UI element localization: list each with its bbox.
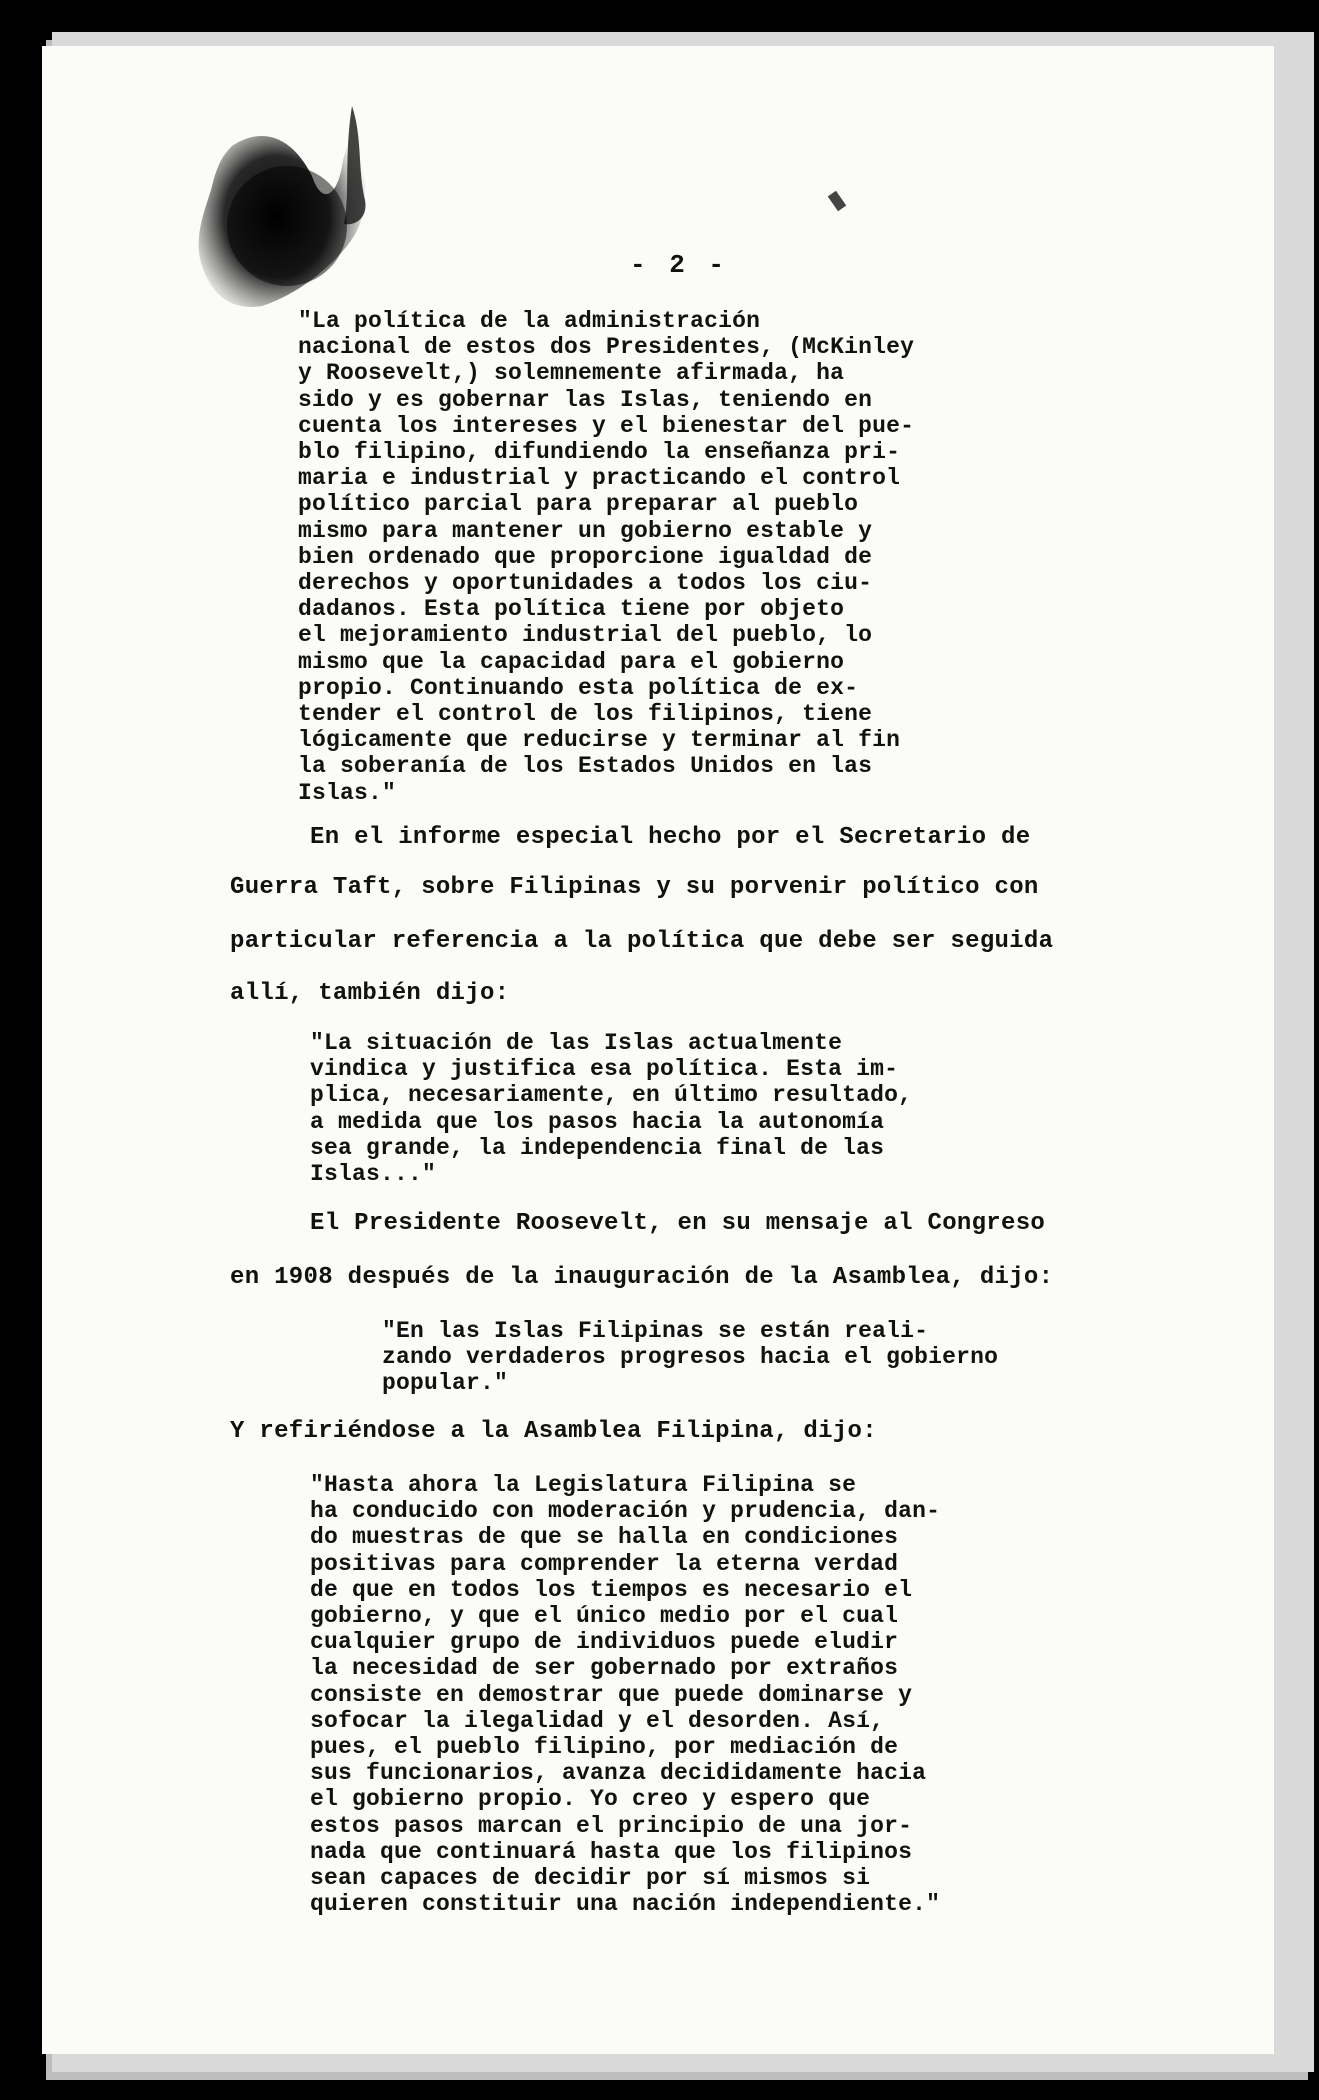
block-quote-administration-policy: "La política de la administración nacional de estos dos Presidentes, (McKinley y Roosevelt,) solemnemente afirmada, ha sido y es gobernar las Islas, teniendo en cuenta los intereses y el bienestar del pue- blo filipino, difundiendo la enseñanza pri- maria e industrial y practicando el control político parcial para preparar al pueblo mismo para mantener un gobierno estable y bien ordenado que proporcione igualdad de derechos y oportunidades a todos los ciu- dadanos. Esta política tiene por objeto el mejoramiento industrial del pueblo, lo mismo que la capacidad para el gobierno propio. Continuando esta política de ex- tender el control de los filipinos, tiene lógicamente que reducirse y terminar al fin la soberanía de los Estados Unidos en las Islas.": [298, 308, 915, 806]
paragraph-taft-report-line: Guerra Taft, sobre Filipinas y su porvenir político con: [230, 874, 1039, 901]
block-quote-islands-situation: "La situación de las Islas actualmente vindica y justifica esa política. Esta im- plica, necesariamente, en último resultado, a medida que los pasos hacia la autonomía sea grande, la independencia final de las Islas...": [310, 1030, 913, 1188]
ink-mark: [828, 191, 847, 211]
paragraph-roosevelt-message-line: en 1908 después de la inauguración de la Asamblea, dijo:: [230, 1264, 1054, 1291]
paragraph-taft-report-line: En el informe especial hecho por el Secretario de: [310, 824, 1031, 851]
paragraph-roosevelt-message-line: El Presidente Roosevelt, en su mensaje al Congreso: [310, 1210, 1046, 1237]
paragraph-taft-report-line: allí, también dijo:: [230, 980, 510, 1007]
block-quote-legislature: "Hasta ahora la Legislatura Filipina se ha conducido con moderación y prudencia, dan- do muestras de que se halla en condiciones positivas para comprender la eterna verdad de que en todos los tiempos es necesario el gobierno, y que el único medio por el cual cualquier grupo de individuos puede eludir la necesidad de ser gobernado por extraños consiste en demostrar que puede dominarse y sofocar la ilegalidad y el desorden. Así, pues, el pueblo filipino, por mediación de sus funcionarios, avanza decididamente hacia el gobierno propio. Yo creo y espero que estos pasos marcan el principio de una jor- nada que continuará hasta que los filipinos sean capaces de decidir por sí mismos si quieren constituir una nación independiente.": [310, 1472, 941, 1918]
page-number: - 2 -: [630, 250, 729, 280]
block-quote-popular-government: "En las Islas Filipinas se están reali- zando verdaderos progresos hacia el gobierno popular.": [382, 1318, 999, 1397]
paragraph-taft-report-line: particular referencia a la política que debe ser seguida: [230, 928, 1054, 955]
paragraph-assembly-reference: Y refiriéndose a la Asamblea Filipina, dijo:: [230, 1418, 877, 1445]
